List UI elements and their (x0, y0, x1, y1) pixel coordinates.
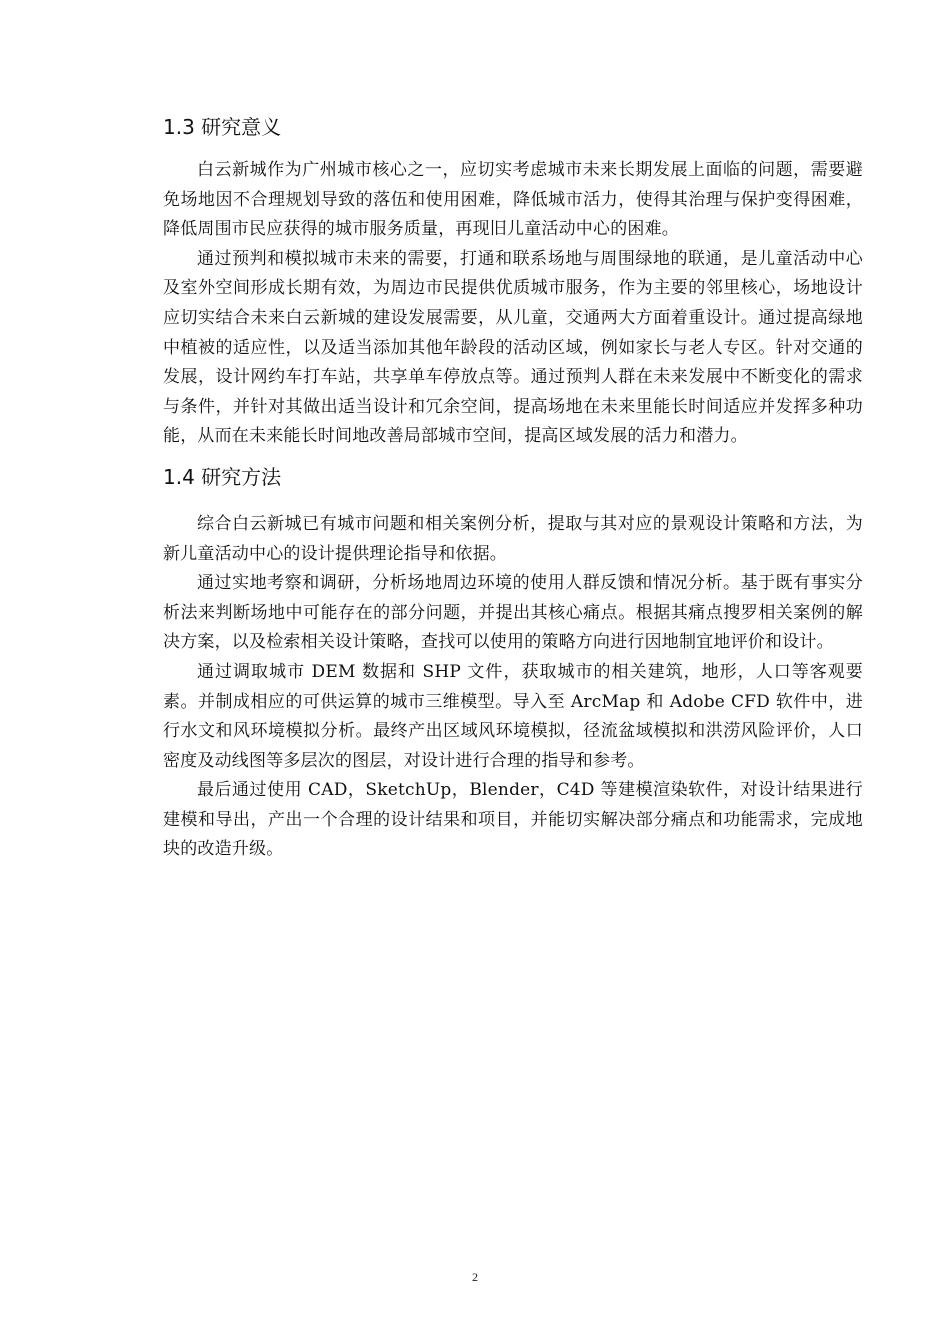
section-heading-1-3: 1.3 研究意义 (163, 115, 282, 139)
section-heading-1-4: 1.4 研究方法 (163, 464, 282, 489)
paragraph: 通过实地考察和调研，分析场地周边环境的使用人群反馈和情况分析。基于既有事实分析法来判断场地中可能存在的部分问题，并提出其核心痛点。根据其痛点搜罗相关案例的解决方案，以及检索相关设计策略，查找可以使用的策略方向进行因地制宜地评价和设计。 (163, 573, 863, 653)
page-number: 2 (472, 1270, 478, 1284)
paragraph: 白云新城作为广州城市核心之一，应切实考虑城市未来长期发展上面临的问题，需要避免场地因不合理规划导致的落伍和使用困难，降低城市活力，使得其治理与保护变得困难，降低周围市民应获得的城市服务质量，再现旧儿童活动中心的困难。 (163, 160, 863, 240)
document-page (163, 112, 863, 865)
paragraph: 综合白云新城已有城市问题和相关案例分析，提取与其对应的景观设计策略和方法，为新儿童活动中心的设计提供理论指导和依据。 (163, 513, 863, 564)
paragraph: 通过调取城市 DEM 数据和 SHP 文件，获取城市的相关建筑，地形，人口等客观要素。并制成相应的可供运算的城市三维模型。导入至 ArcMap 和 Adobe CFD 软件中，进行水文和风环境模拟分析。最终产出区域风环境模拟，径流盆域模拟和洪涝风险评价，人口密度及动线图等多层次的图层，对设计进行合理的指导和参考。 (163, 661, 863, 771)
paragraph: 通过预判和模拟城市未来的需要，打通和联系场地与周围绿地的联通，是儿童活动中心及室外空间形成长期有效，为周边市民提供优质城市服务，作为主要的邻里核心，场地设计应切实结合未来白云新城的建设发展需要，从儿童，交通两大方面着重设计。通过提高绿地中植被的适应性，以及适当添加其他年龄段的活动区域，例如家长与老人专区。针对交通的发展，设计网约车打车站，共享单车停放点等。通过预判人群在未来发展中不断变化的需求与条件，并针对其做出适当设计和冗余空间，提高场地在未来里能长时间适应并发挥多种功能，从而在未来能长时间地改善局部城市空间，提高区域发展的活力和潜力。 (163, 248, 863, 447)
paragraph: 最后通过使用 CAD，SketchUp，Blender，C4D 等建模渲染软件，对设计结果进行建模和导出，产出一个合理的设计结果和项目，并能切实解决部分痛点和功能需求，完成地块的改造升级。 (163, 780, 863, 860)
